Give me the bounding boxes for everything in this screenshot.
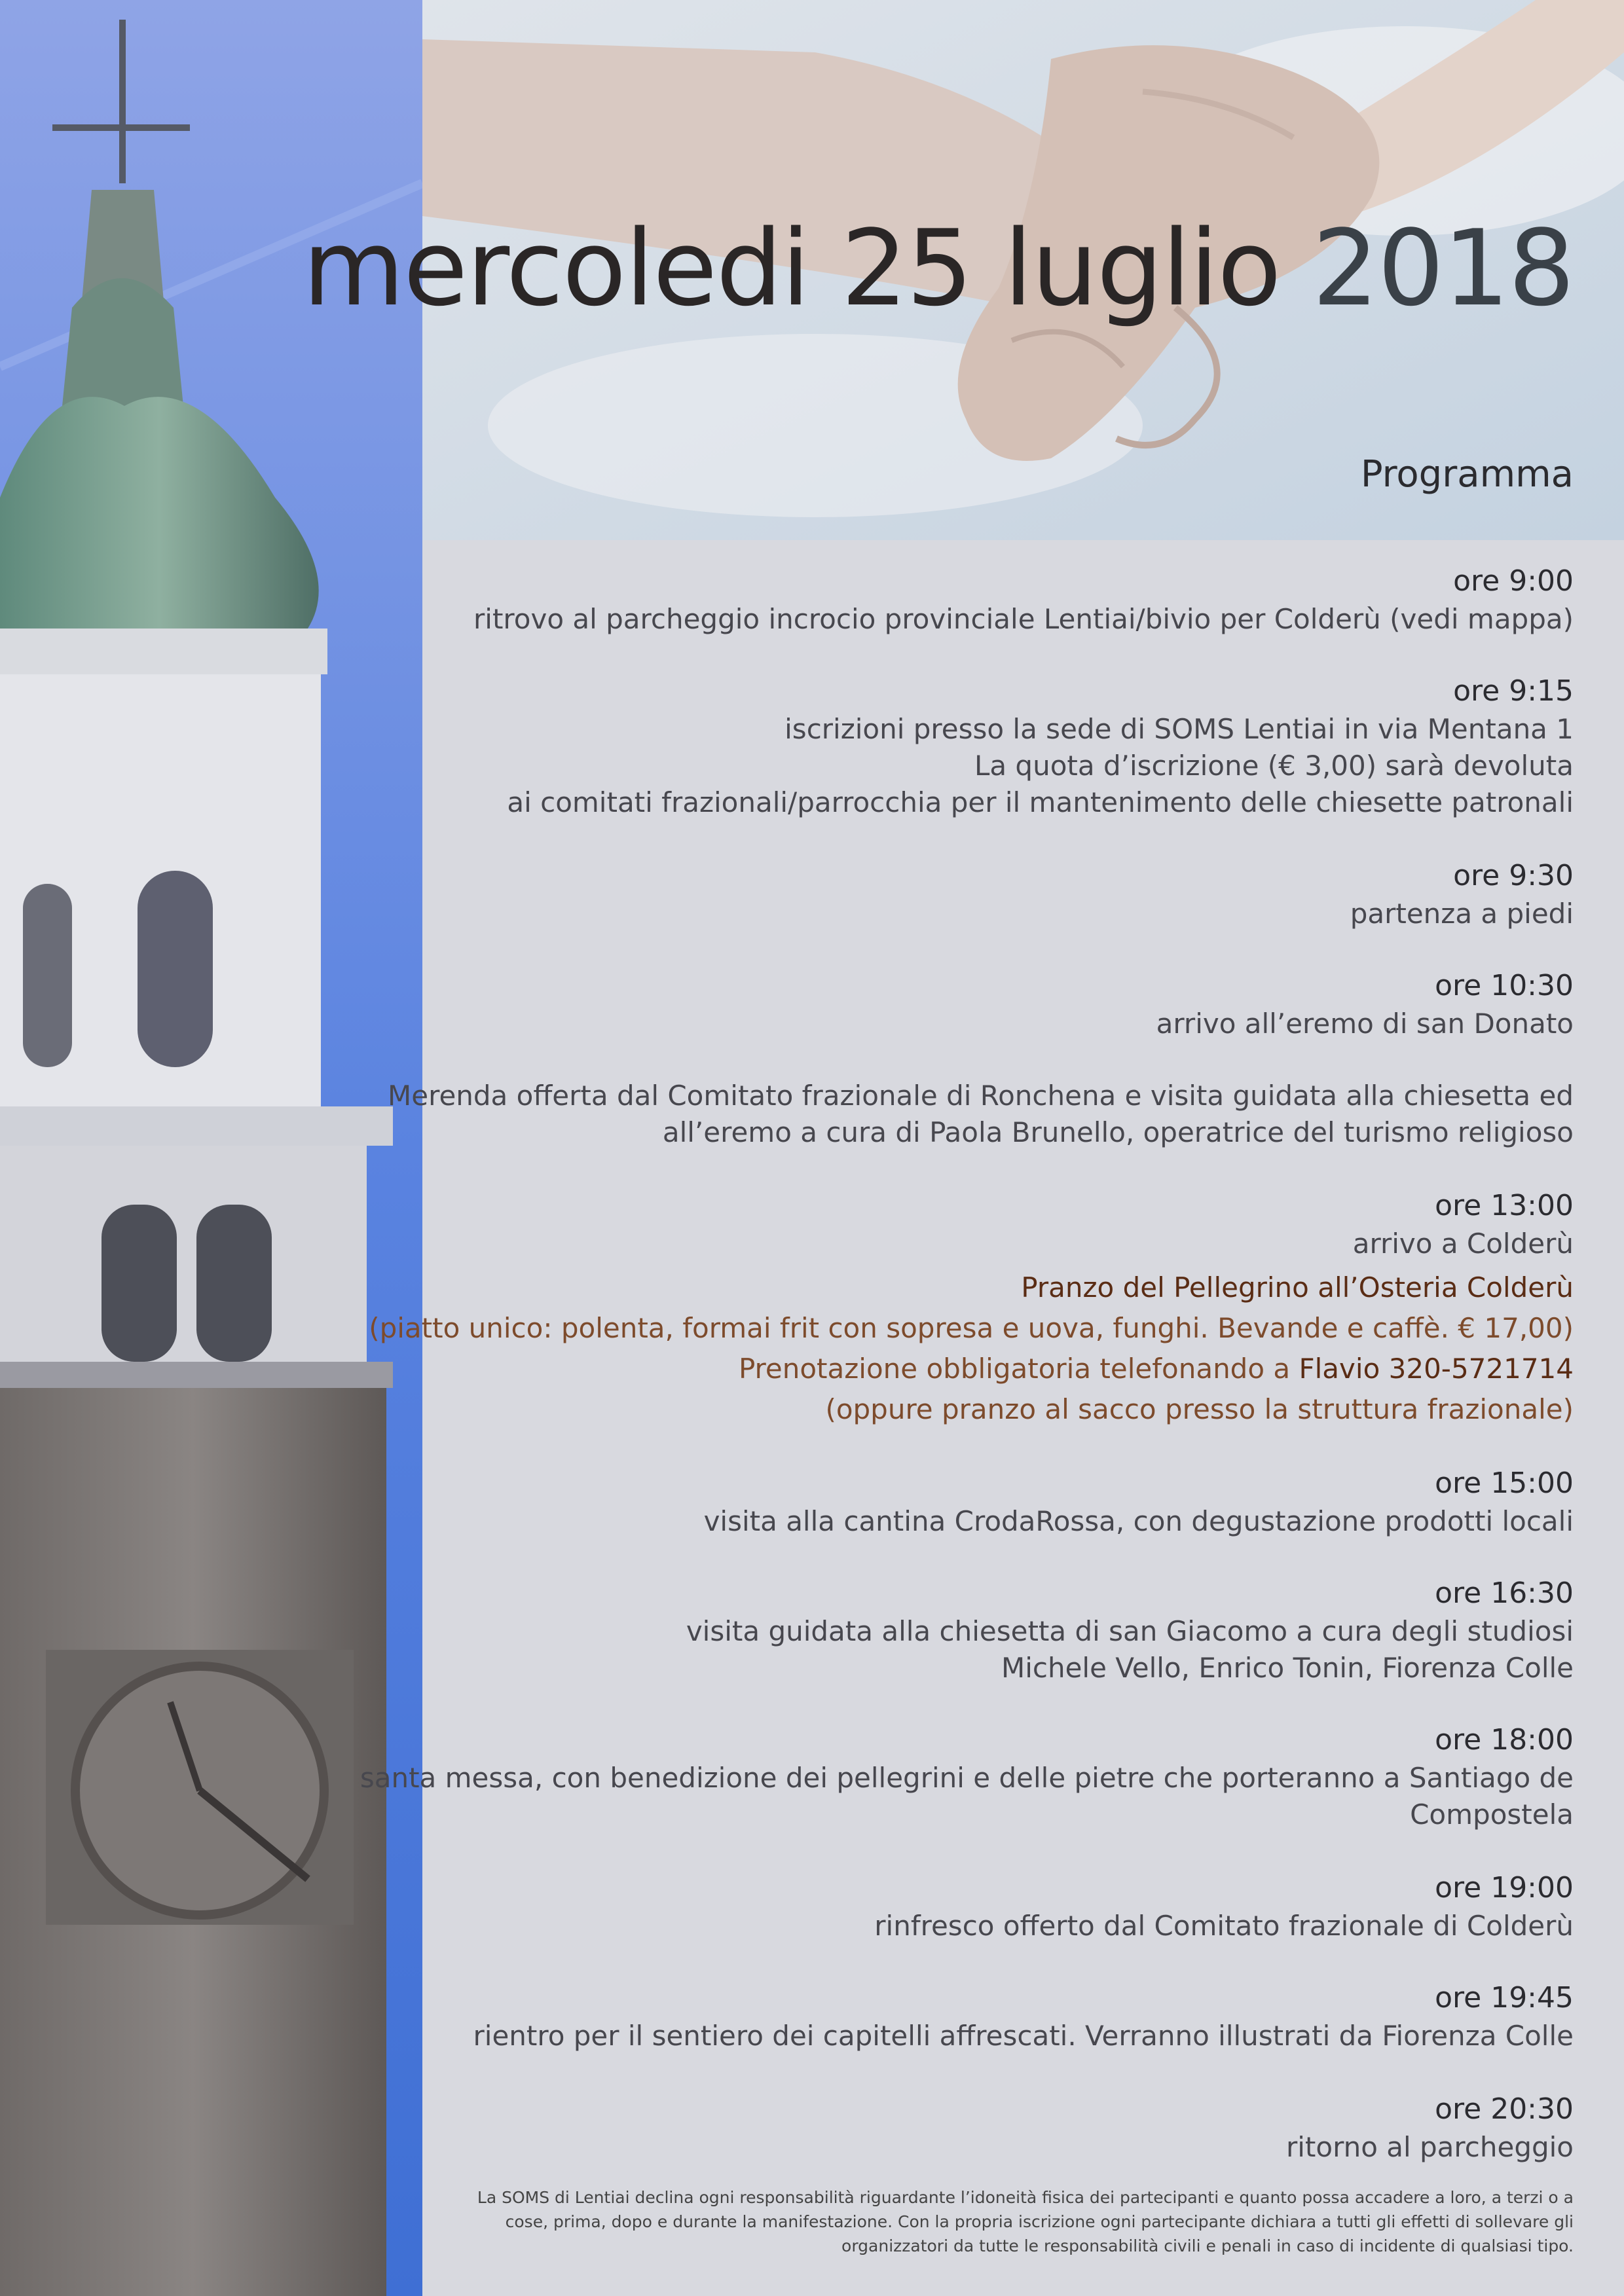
schedule-time: ore 19:45	[1435, 1981, 1574, 2014]
schedule-time: ore 18:00	[1435, 1723, 1574, 1757]
schedule-line: arrivo all’eremo di san Donato	[1156, 1008, 1574, 1040]
schedule-time: ore 13:00	[1435, 1189, 1574, 1222]
event-year: 2018	[1312, 207, 1574, 329]
schedule-time: ore 9:15	[1453, 674, 1574, 708]
schedule-time: ore 9:00	[1453, 564, 1574, 598]
schedule-line: ritrovo al parcheggio incrocio provinciale Lentiai/bivio per Colderù (vedi mappa)	[473, 603, 1574, 635]
lunch-menu: (piatto unico: polenta, formai frit con sopresa e uova, funghi. Bevande e caffè. € 17,00)	[369, 1312, 1574, 1344]
schedule-line: arrivo a Colderù	[1352, 1228, 1574, 1260]
schedule-line: ritorno al parcheggio	[1285, 2131, 1574, 2163]
schedule-time: ore 15:00	[1435, 1467, 1574, 1500]
schedule-line: Merenda offerta dal Comitato frazionale di Ronchena e visita guidata alla chiesetta ed	[388, 1080, 1574, 1112]
schedule-line: La quota d’iscrizione (€ 3,00) sarà devoluta	[974, 750, 1574, 782]
lunch-booking	[739, 1353, 1574, 1385]
programma-heading: Programma	[1360, 453, 1574, 496]
event-date-text: mercoledi 25 luglio	[303, 207, 1312, 329]
schedule-time: ore 10:30	[1435, 969, 1574, 1002]
schedule-time: ore 16:30	[1435, 1576, 1574, 1610]
schedule-line: visita alla cantina CrodaRossa, con degustazione prodotti locali	[703, 1505, 1574, 1537]
schedule-line: Michele Vello, Enrico Tonin, Fiorenza Colle	[1001, 1652, 1574, 1684]
bell-tower-photo	[0, 0, 422, 2296]
lunch-booking-contact: Flavio 320-5721714	[1299, 1353, 1574, 1385]
schedule-line: all’eremo a cura di Paola Brunello, operatrice del turismo religioso	[662, 1116, 1574, 1148]
schedule-time: ore 19:00	[1435, 1871, 1574, 1904]
lunch-title: Pranzo del Pellegrino all’Osteria Colderù	[1021, 1271, 1574, 1303]
lunch-alternative: (oppure pranzo al sacco presso la struttura frazionale)	[825, 1393, 1574, 1425]
disclaimer-text: La SOMS di Lentiai declina ogni responsabilità riguardante l’idoneità fisica dei partecipanti e quanto possa accadere a loro, a terzi o a cose, prima, dopo e durante la manifestazione. Con la propria iscrizione ogni partecipante dichiara a tutti gli effetti di sollevare gli organizzatori da tutte le responsabilità civili e penali in caso di incidente di qualsiasi tipo.	[477, 2188, 1574, 2255]
schedule-line: santa messa, con benedizione dei pellegrini e delle pietre che porteranno a Santiago de	[360, 1762, 1574, 1794]
schedule-line: iscrizioni presso la sede di SOMS Lentiai in via Mentana 1	[784, 713, 1574, 745]
schedule-line: partenza a piedi	[1350, 898, 1574, 930]
event-date-title	[303, 207, 1574, 329]
schedule-line: visita guidata alla chiesetta di san Giacomo a cura degli studiosi	[686, 1615, 1574, 1647]
schedule-time: ore 9:30	[1453, 859, 1574, 892]
schedule-line: rientro per il sentiero dei capitelli affrescati. Verranno illustrati da Fiorenza Colle	[473, 2020, 1574, 2052]
lunch-booking-text: Prenotazione obbligatoria telefonando a	[738, 1353, 1299, 1385]
schedule-line: ai comitati frazionali/parrocchia per il mantenimento delle chiesette patronali	[507, 786, 1574, 818]
schedule-time: ore 20:30	[1435, 2092, 1574, 2126]
schedule-line: Compostela	[1410, 1798, 1574, 1831]
schedule-line: rinfresco offerto dal Comitato frazionale di Colderù	[874, 1910, 1574, 1942]
